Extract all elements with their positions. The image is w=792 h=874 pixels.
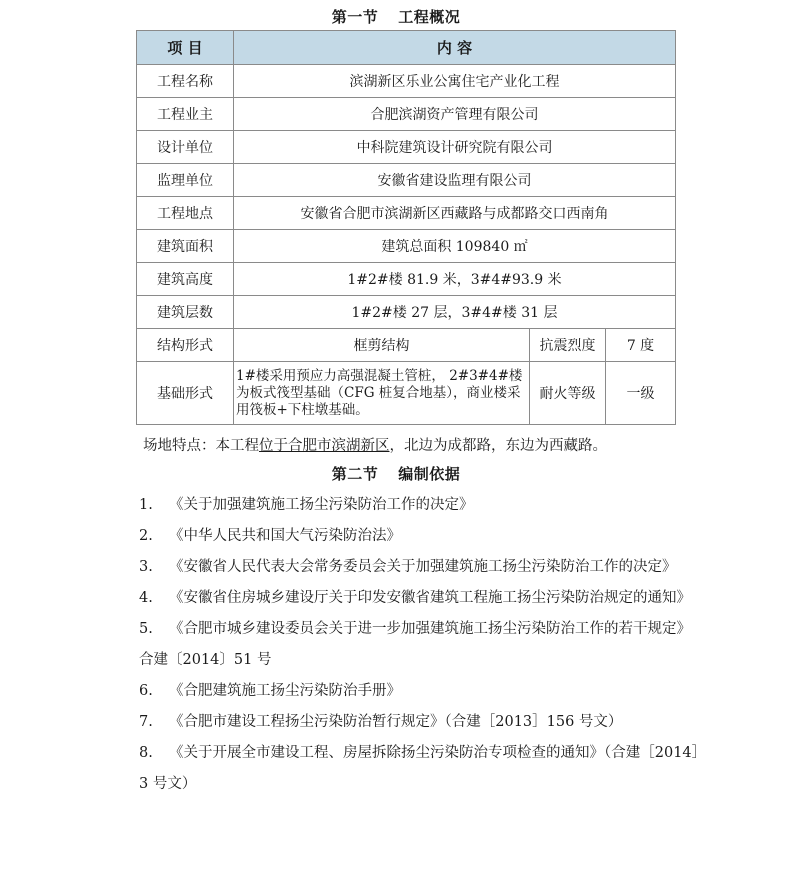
row-label: 工程地点: [137, 197, 234, 230]
site-suffix: ，北边为成都路，东边为西藏路。: [389, 438, 607, 454]
item-text: 《中华人民共和国大气污染防治法》: [169, 528, 401, 544]
item-number: 5.: [139, 621, 153, 637]
row-value: 滨湖新区乐业公寓住宅产业化工程: [234, 65, 676, 98]
row-value: 中科院建筑设计研究院有限公司: [234, 131, 676, 164]
site-features: [143, 434, 607, 455]
item-number: 2.: [139, 528, 153, 544]
list-item: [139, 614, 699, 676]
section-2-title: 编制依据: [398, 465, 461, 483]
row-label: 建筑层数: [137, 296, 234, 329]
row-value: 安徽省合肥市滨湖新区西藏路与成都路交口西南角: [234, 197, 676, 230]
row-value: 合肥滨湖资产管理有限公司: [234, 98, 676, 131]
item-number: 6.: [139, 683, 153, 699]
row-label: 基础形式: [137, 362, 234, 425]
table-row: [137, 230, 676, 263]
section-2-heading: [0, 463, 792, 484]
header-content: 内 容: [234, 31, 676, 65]
item-text: 《合肥市建设工程扬尘污染防治暂行规定》（合建［2013］156 号文）: [169, 714, 623, 730]
row-label: 建筑高度: [137, 263, 234, 296]
row-label-2: 耐火等级: [530, 362, 606, 425]
table-row: [137, 164, 676, 197]
table-row: [137, 197, 676, 230]
row-label: 建筑面积: [137, 230, 234, 263]
section-1-title: 工程概况: [398, 8, 461, 26]
row-label: 工程名称: [137, 65, 234, 98]
row-value: 安徽省建设监理有限公司: [234, 164, 676, 197]
section-1-heading: [0, 6, 792, 27]
table-row: [137, 131, 676, 164]
table-row: [137, 329, 676, 362]
table-header-row: [137, 31, 676, 65]
list-item: [139, 707, 699, 738]
list-item: [139, 583, 699, 614]
item-text: 《合肥市城乡建设委员会关于进一步加强建筑施工扬尘污染防治工作的若干规定》合建〔2014〕51 号: [139, 621, 691, 668]
site-location: 位于合肥市滨湖新区: [259, 438, 390, 454]
item-text: 《关于加强建筑施工扬尘污染防治工作的决定》: [169, 497, 474, 513]
row-value: 框剪结构: [234, 329, 530, 362]
section-2-label: 第二节: [331, 465, 379, 483]
table-row: [137, 296, 676, 329]
item-number: 3.: [139, 559, 153, 575]
row-value: 建筑总面积 109840 ㎡: [234, 230, 676, 263]
row-label: 监理单位: [137, 164, 234, 197]
header-item: 项 目: [137, 31, 234, 65]
row-label: 工程业主: [137, 98, 234, 131]
table-row: [137, 263, 676, 296]
project-overview-table: [136, 30, 676, 425]
section-1-label: 第一节: [331, 8, 379, 26]
item-text: 《安徽省住房城乡建设厅关于印发安徽省建筑工程施工扬尘污染防治规定的通知》: [169, 590, 691, 606]
item-text: 《安徽省人民代表大会常务委员会关于加强建筑施工扬尘污染防治工作的决定》: [169, 559, 677, 575]
list-item: [139, 552, 699, 583]
item-number: 7.: [139, 714, 153, 730]
row-label: 设计单位: [137, 131, 234, 164]
table-row: [137, 362, 676, 425]
row-value-2: 一级: [606, 362, 676, 425]
list-item: [139, 521, 699, 552]
row-label-2: 抗震烈度: [530, 329, 606, 362]
item-text: 《关于开展全市建设工程、房屋拆除扬尘污染防治专项检查的通知》（合建［2014］3 号文）: [139, 745, 699, 792]
list-item: [139, 676, 699, 707]
list-item: [139, 490, 699, 521]
item-number: 4.: [139, 590, 153, 606]
table-row: [137, 65, 676, 98]
row-value: 1#2#楼 27 层，3#4#楼 31 层: [234, 296, 676, 329]
basis-list: [139, 490, 699, 800]
item-number: 1.: [139, 497, 153, 513]
site-prefix: 场地特点：本工程: [143, 438, 259, 454]
row-label: 结构形式: [137, 329, 234, 362]
item-number: 8.: [139, 745, 153, 761]
item-text: 《合肥建筑施工扬尘污染防治手册》: [169, 683, 401, 699]
row-value: 1#2#楼 81.9 米，3#4#93.9 米: [234, 263, 676, 296]
table-row: [137, 98, 676, 131]
row-value: 1#楼采用预应力高强混凝土管桩， 2#3#4#楼为板式筏型基础（CFG 桩复合地基），商业楼采用筏板+下柱墩基础。: [234, 362, 530, 425]
list-item: [139, 738, 699, 800]
row-value-2: 7 度: [606, 329, 676, 362]
